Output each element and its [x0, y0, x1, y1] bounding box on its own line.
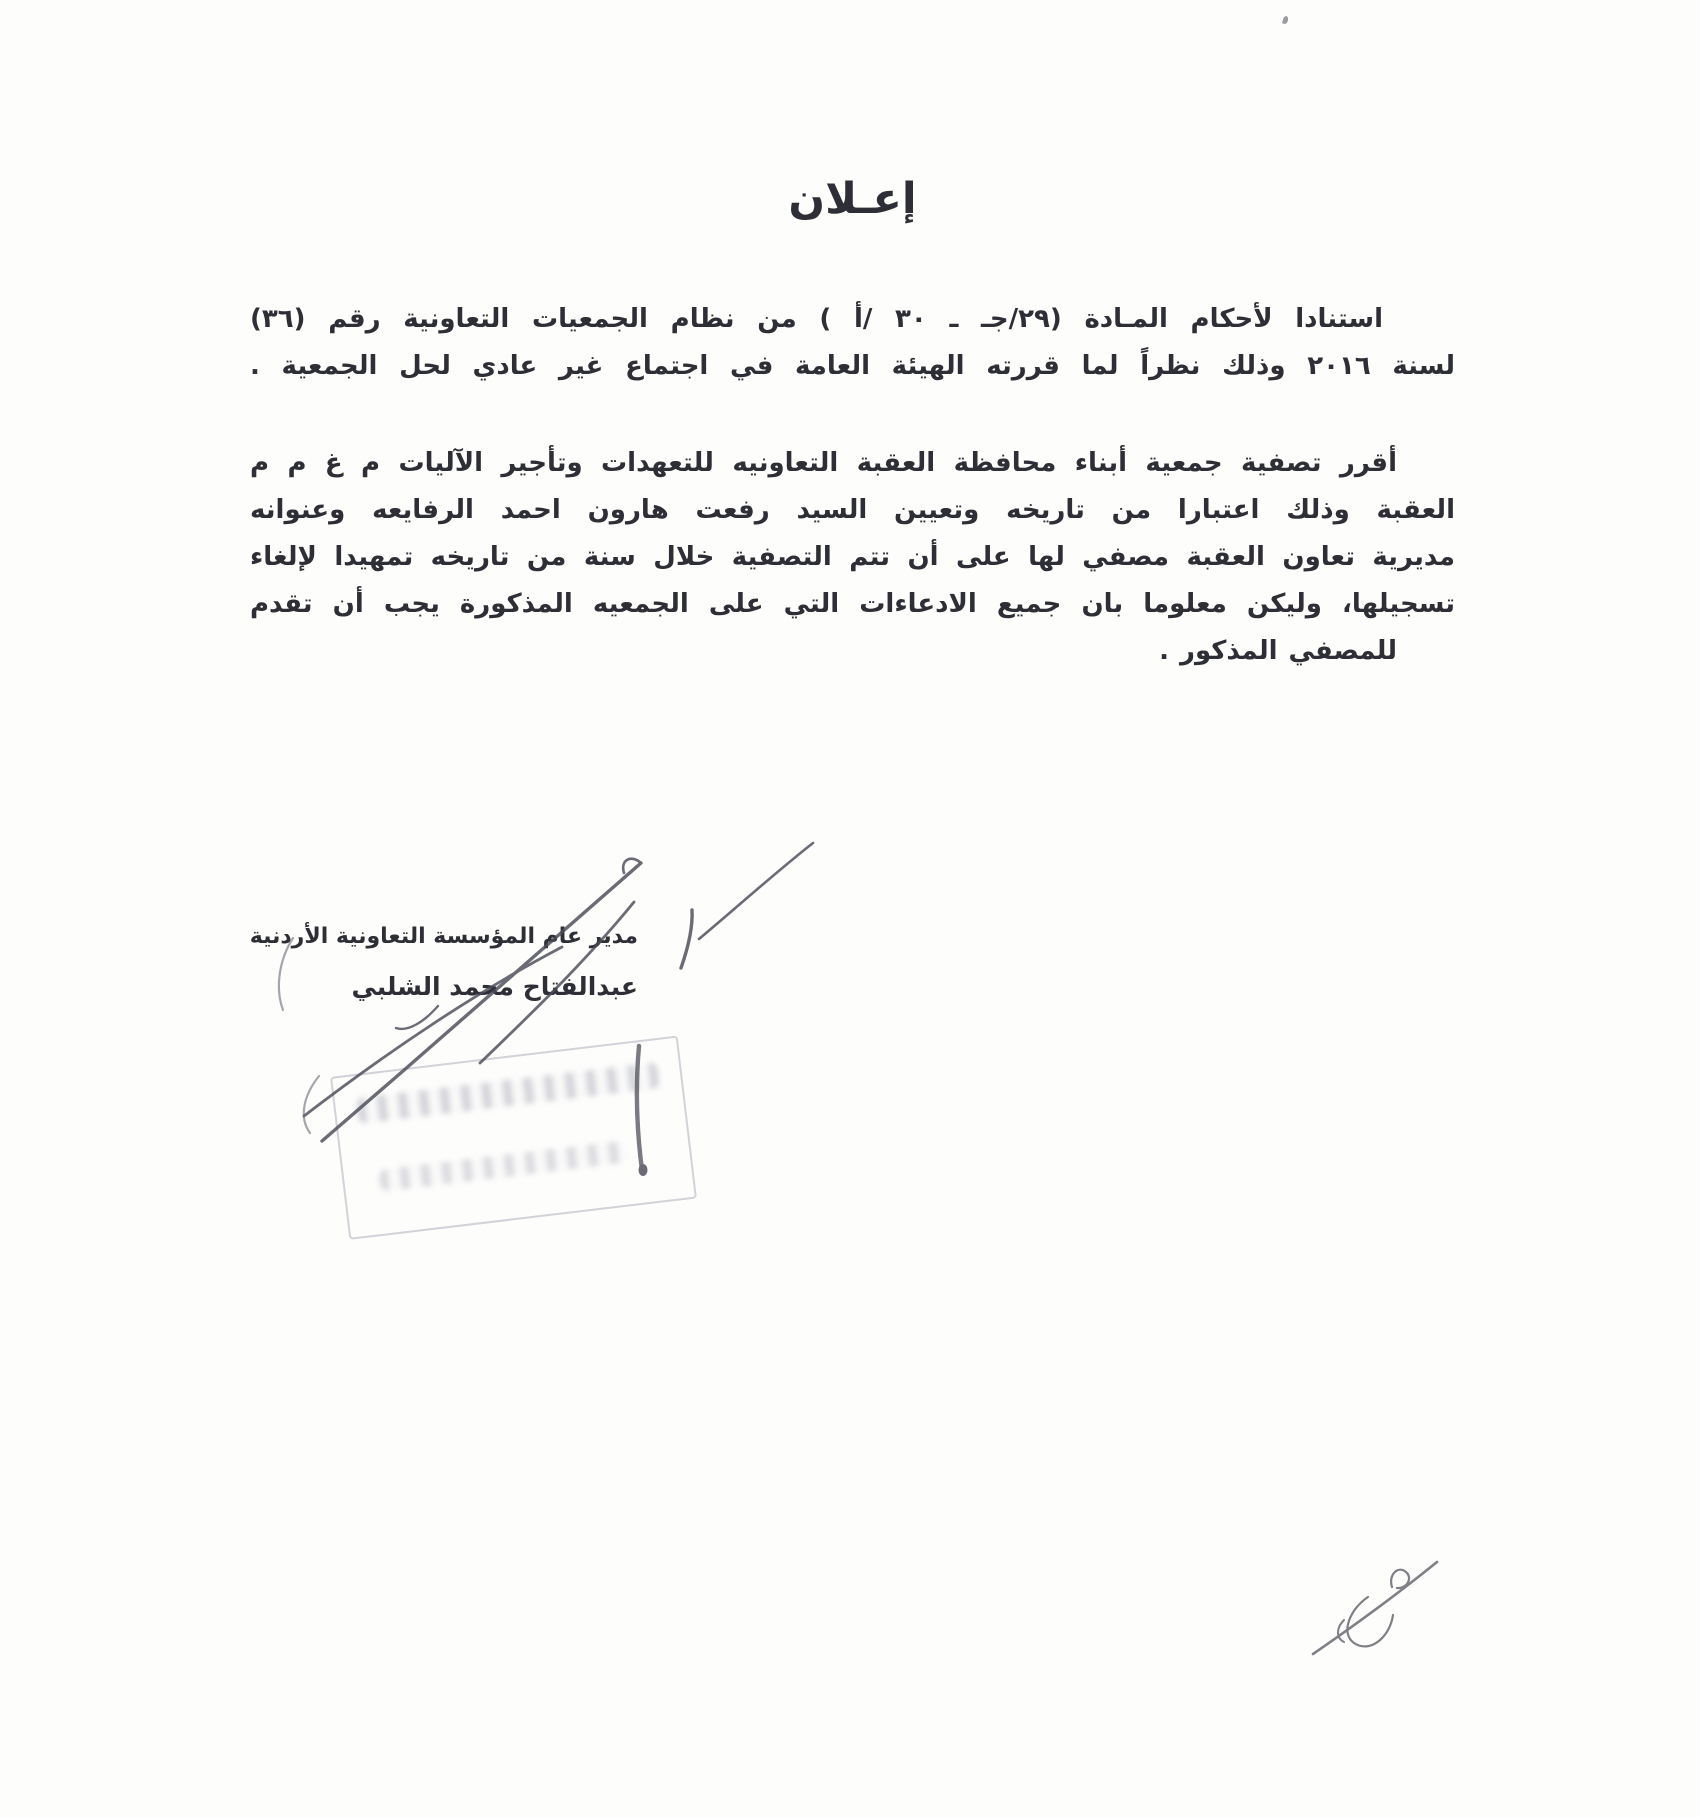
paragraph-line: لسنة ٢٠١٦ وذلك نظراً لما قررته الهيئة العامة في اجتماع غير عادي لحل الجمعية .: [250, 351, 1455, 381]
paragraph-line: للمصفي المذكور .: [1159, 636, 1397, 666]
liquidator-initials-signature: [1313, 1562, 1437, 1654]
paragraph-line: تسجيلها، وليكن معلوما بان جميع الادعاءات التي على الجمعيه المذكورة يجب أن تقدم: [250, 589, 1455, 619]
legal-basis-paragraph: [250, 296, 1455, 390]
stamp-illegible-text-row: [355, 1062, 660, 1124]
paragraph-line: مديرية تعاون العقبة مصفي لها على أن تتم التصفية خلال سنة من تاريخه تمهيدا لإلغاء: [250, 542, 1455, 572]
signature-slash-icon: [681, 910, 692, 968]
announcement-title: إعـلان: [788, 174, 917, 224]
stamp-illegible-text-row: [378, 1140, 628, 1191]
paragraph-line: العقبة وذلك اعتبارا من تاريخه وتعيين السيد رفعت هارون احمد الرفايعه وعنوانه: [250, 495, 1455, 525]
liquidation-paragraph: [250, 440, 1455, 675]
paragraph-line: أقرر تصفية جمعية أبناء محافظة العقبة التعاونيه للتعهدات وتأجير الآليات م غ م م: [250, 448, 1397, 478]
signatory-name: عبدالفتاح محمد الشلبي: [351, 972, 638, 1001]
signatory-title: مدير عام المؤسسة التعاونية الأردنية: [249, 924, 638, 949]
signature-block: [249, 912, 638, 1012]
scan-artifact-dot: [1282, 15, 1289, 24]
paragraph-line: استنادا لأحكام المـادة (٢٩/جـ ـ ٣٠ /أ ) من نظام الجمعيات التعاونية رقم (٣٦): [250, 304, 1383, 334]
official-stamp: [330, 1036, 697, 1240]
